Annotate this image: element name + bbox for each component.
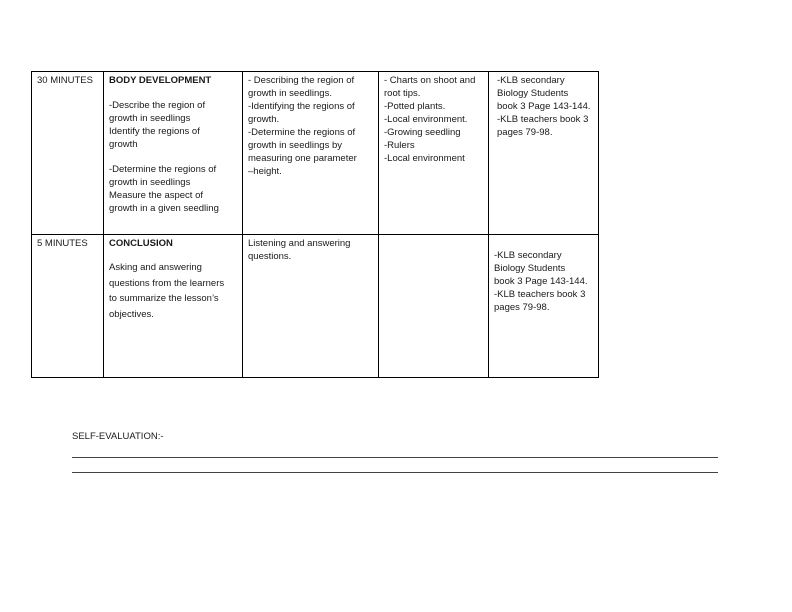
- learner-activity-cell: [243, 235, 379, 378]
- lesson-plan-table: [31, 71, 599, 378]
- time-cell: [32, 235, 104, 378]
- activity-text: -Determine the regions of growth in seedlings Measure the aspect of growth in a given seedling: [109, 164, 219, 214]
- references-text: -KLB secondary Biology Students book 3 Page 143-144. -KLB teachers book 3 pages 79-98.: [497, 75, 591, 138]
- resources-text: - Charts on shoot and root tips. -Potted plants. -Local environment. -Growing seedling -Rulers -Local environment: [384, 75, 476, 164]
- activity-text: Asking and answering questions from the learners to summarize the lesson’s objectives.: [109, 262, 225, 320]
- time-label: 5 MINUTES: [37, 238, 88, 249]
- references-text: -KLB secondary Biology Students book 3 Page 143-144. -KLB teachers book 3 pages 79-98.: [494, 250, 588, 313]
- self-evaluation-label: SELF-EVALUATION:-: [72, 431, 164, 442]
- learner-activity-text: Listening and answering questions.: [248, 238, 351, 262]
- references-cell: [489, 235, 599, 378]
- activity-heading: CONCLUSION: [109, 238, 173, 249]
- activity-heading: BODY DEVELOPMENT: [109, 75, 212, 86]
- time-label: 30 MINUTES: [37, 75, 93, 86]
- learner-activity-cell: [243, 72, 379, 235]
- learner-activity-text: - Describing the region of growth in seedlings. -Identifying the regions of growth. -Determine the regions of growth in seedlings by measuring one parameter –height.: [248, 75, 357, 177]
- activity-text: -Describe the region of growth in seedlings Identify the regions of growth: [109, 100, 206, 150]
- time-cell: [32, 72, 104, 235]
- table-row: [32, 72, 599, 235]
- teacher-activity-cell: [104, 72, 243, 235]
- table-row: [32, 235, 599, 378]
- answer-line: [72, 472, 718, 473]
- answer-line: [72, 457, 718, 458]
- teacher-activity-cell: [104, 235, 243, 378]
- resources-cell: [379, 235, 489, 378]
- resources-cell: [379, 72, 489, 235]
- references-cell: [489, 72, 599, 235]
